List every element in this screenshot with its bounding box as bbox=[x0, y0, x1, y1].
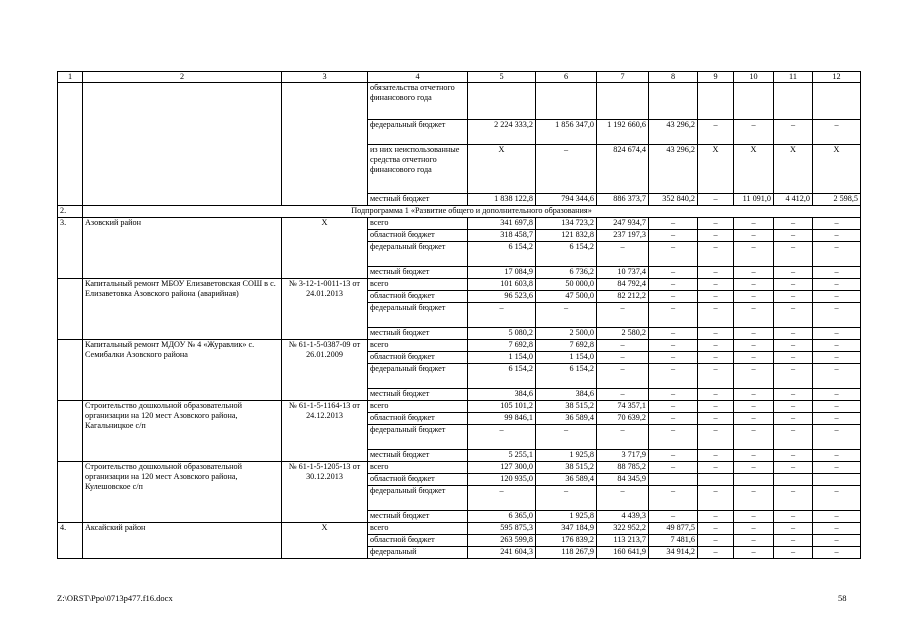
value-cell: – bbox=[734, 486, 774, 511]
budget-label-cell: федеральный bbox=[368, 547, 468, 559]
table-row bbox=[58, 279, 861, 291]
value-cell: – bbox=[774, 267, 813, 279]
value-cell: – bbox=[649, 364, 698, 389]
value-cell: – bbox=[774, 328, 813, 340]
column-number-cell: 5 bbox=[468, 72, 536, 83]
value-cell: 7 481,6 bbox=[649, 535, 698, 547]
value-cell: – bbox=[649, 401, 698, 413]
object-name: Капитальный ремонт МДОУ № 4 «Журавлик» с. Семибалки Азовского района bbox=[83, 340, 282, 401]
subprogram-title: Подпрограмма 1 «Развитие общего и дополнительного образования» bbox=[83, 206, 861, 218]
value-cell: – bbox=[774, 511, 813, 523]
empty-cell bbox=[83, 83, 282, 206]
value-cell: 886 373,7 bbox=[597, 194, 649, 206]
value-cell: 99 846,1 bbox=[468, 413, 536, 425]
budget-label-cell: областной бюджет bbox=[368, 352, 468, 364]
value-cell bbox=[649, 83, 698, 120]
value-cell: – bbox=[734, 340, 774, 352]
value-cell: 2 500,0 bbox=[536, 328, 597, 340]
row-number bbox=[58, 279, 83, 340]
value-cell: – bbox=[813, 413, 861, 425]
value-cell: 88 785,2 bbox=[597, 462, 649, 474]
value-cell: 120 935,0 bbox=[468, 474, 536, 486]
value-cell: – bbox=[734, 425, 774, 450]
document-number: Х bbox=[282, 523, 368, 559]
value-cell: – bbox=[649, 413, 698, 425]
value-cell: 1 838 122,8 bbox=[468, 194, 536, 206]
column-number-cell: 7 bbox=[597, 72, 649, 83]
row-number: 4. bbox=[58, 523, 83, 559]
budget-label-cell: федеральный бюджет bbox=[368, 364, 468, 389]
value-cell: – bbox=[649, 450, 698, 462]
row-number bbox=[58, 340, 83, 401]
table-row bbox=[58, 401, 861, 413]
table-row bbox=[58, 523, 861, 535]
value-cell: – bbox=[774, 291, 813, 303]
value-cell: – bbox=[468, 425, 536, 450]
budget-table bbox=[57, 71, 861, 559]
value-cell: 82 212,2 bbox=[597, 291, 649, 303]
value-cell bbox=[698, 474, 734, 486]
value-cell bbox=[774, 83, 813, 120]
document-number: № 61-1-5-0387-09 от 26.01.2009 bbox=[282, 340, 368, 401]
value-cell: – bbox=[597, 364, 649, 389]
value-cell: – bbox=[774, 486, 813, 511]
value-cell bbox=[536, 83, 597, 120]
value-cell: 1 154,0 bbox=[536, 352, 597, 364]
value-cell: 6 365,0 bbox=[468, 511, 536, 523]
value-cell: 17 084,9 bbox=[468, 267, 536, 279]
value-cell: – bbox=[734, 267, 774, 279]
budget-label-cell: местный бюджет bbox=[368, 389, 468, 401]
value-cell: – bbox=[774, 425, 813, 450]
value-cell bbox=[813, 83, 861, 120]
value-cell: 1 154,0 bbox=[468, 352, 536, 364]
value-cell: – bbox=[774, 523, 813, 535]
value-cell: – bbox=[813, 267, 861, 279]
document-number: № 3-12-1-0011-13 от 24.01.2013 bbox=[282, 279, 368, 340]
budget-label-cell: областной бюджет bbox=[368, 230, 468, 242]
budget-label-cell: местный бюджет bbox=[368, 450, 468, 462]
value-cell: – bbox=[649, 352, 698, 364]
empty-cell bbox=[58, 83, 83, 206]
row-number bbox=[58, 401, 83, 462]
value-cell: 384,6 bbox=[536, 389, 597, 401]
value-cell: – bbox=[734, 328, 774, 340]
value-cell: – bbox=[813, 120, 861, 145]
value-cell: 43 296,2 bbox=[649, 120, 698, 145]
value-cell: – bbox=[813, 511, 861, 523]
value-cell: 241 604,3 bbox=[468, 547, 536, 559]
value-cell: 176 839,2 bbox=[536, 535, 597, 547]
budget-label-cell: областной бюджет bbox=[368, 291, 468, 303]
budget-label-cell: областной бюджет bbox=[368, 413, 468, 425]
value-cell: Х bbox=[734, 145, 774, 194]
value-cell: – bbox=[649, 242, 698, 267]
value-cell: 5 080,2 bbox=[468, 328, 536, 340]
value-cell: 352 840,2 bbox=[649, 194, 698, 206]
value-cell: – bbox=[649, 303, 698, 328]
value-cell: – bbox=[734, 218, 774, 230]
document-number: Х bbox=[282, 218, 368, 279]
value-cell: – bbox=[813, 401, 861, 413]
value-cell: – bbox=[774, 535, 813, 547]
value-cell: – bbox=[813, 462, 861, 474]
value-cell: – bbox=[813, 340, 861, 352]
column-number-cell: 10 bbox=[734, 72, 774, 83]
budget-label-cell: обязательства отчетного финансового года bbox=[368, 83, 468, 120]
value-cell: – bbox=[774, 230, 813, 242]
budget-label-cell: всего bbox=[368, 279, 468, 291]
value-cell: 7 692,8 bbox=[536, 340, 597, 352]
value-cell: 70 639,2 bbox=[597, 413, 649, 425]
value-cell: – bbox=[813, 352, 861, 364]
value-cell: – bbox=[597, 425, 649, 450]
value-cell: – bbox=[698, 340, 734, 352]
column-number-cell: 2 bbox=[83, 72, 282, 83]
value-cell: – bbox=[698, 120, 734, 145]
value-cell: – bbox=[698, 425, 734, 450]
budget-label-cell: всего bbox=[368, 462, 468, 474]
value-cell: 824 674,4 bbox=[597, 145, 649, 194]
value-cell: – bbox=[774, 389, 813, 401]
object-name: Аксайский район bbox=[83, 523, 282, 559]
value-cell: 5 255,1 bbox=[468, 450, 536, 462]
value-cell: – bbox=[734, 303, 774, 328]
budget-label-cell: областной бюджет bbox=[368, 474, 468, 486]
value-cell bbox=[597, 83, 649, 120]
value-cell: – bbox=[698, 352, 734, 364]
object-name: Строительство дошкольной образовательной организации на 120 мест Азовского района, Кулешовское с/п bbox=[83, 462, 282, 523]
value-cell: – bbox=[813, 279, 861, 291]
value-cell: 595 875,3 bbox=[468, 523, 536, 535]
value-cell: – bbox=[597, 389, 649, 401]
value-cell: 794 344,6 bbox=[536, 194, 597, 206]
value-cell: – bbox=[649, 389, 698, 401]
value-cell: 47 500,0 bbox=[536, 291, 597, 303]
row-number: 2. bbox=[58, 206, 83, 218]
value-cell: – bbox=[813, 230, 861, 242]
value-cell: – bbox=[813, 535, 861, 547]
value-cell: – bbox=[698, 401, 734, 413]
value-cell: – bbox=[649, 267, 698, 279]
value-cell: – bbox=[734, 389, 774, 401]
value-cell bbox=[734, 474, 774, 486]
value-cell: 6 154,2 bbox=[536, 364, 597, 389]
value-cell: 2 224 333,2 bbox=[468, 120, 536, 145]
value-cell: – bbox=[734, 352, 774, 364]
value-cell: Х bbox=[813, 145, 861, 194]
value-cell: – bbox=[698, 267, 734, 279]
value-cell: – bbox=[698, 535, 734, 547]
value-cell: 6 736,2 bbox=[536, 267, 597, 279]
value-cell: – bbox=[813, 523, 861, 535]
value-cell: – bbox=[813, 450, 861, 462]
budget-label-cell: местный бюджет bbox=[368, 328, 468, 340]
value-cell: – bbox=[698, 291, 734, 303]
object-name: Азовский район bbox=[83, 218, 282, 279]
value-cell: – bbox=[774, 218, 813, 230]
document-number: № 61-1-5-1164-13 от 24.12.2013 bbox=[282, 401, 368, 462]
value-cell: 1 856 347,0 bbox=[536, 120, 597, 145]
value-cell: 101 603,8 bbox=[468, 279, 536, 291]
table-row bbox=[58, 340, 861, 352]
value-cell: 322 952,2 bbox=[597, 523, 649, 535]
value-cell: Х bbox=[774, 145, 813, 194]
value-cell: – bbox=[774, 547, 813, 559]
value-cell: – bbox=[813, 389, 861, 401]
table-row bbox=[58, 462, 861, 474]
budget-label-cell: федеральный бюджет bbox=[368, 486, 468, 511]
value-cell: 118 267,9 bbox=[536, 547, 597, 559]
value-cell: – bbox=[698, 218, 734, 230]
value-cell: – bbox=[536, 303, 597, 328]
value-cell: 84 792,4 bbox=[597, 279, 649, 291]
value-cell: 318 458,7 bbox=[468, 230, 536, 242]
value-cell: – bbox=[698, 303, 734, 328]
value-cell: 6 154,2 bbox=[468, 242, 536, 267]
column-number-cell: 3 bbox=[282, 72, 368, 83]
row-number bbox=[58, 462, 83, 523]
value-cell: 2 598,5 bbox=[813, 194, 861, 206]
value-cell: – bbox=[649, 340, 698, 352]
value-cell: – bbox=[813, 486, 861, 511]
value-cell: – bbox=[649, 328, 698, 340]
value-cell: 105 101,2 bbox=[468, 401, 536, 413]
value-cell: 113 213,7 bbox=[597, 535, 649, 547]
value-cell: 6 154,2 bbox=[468, 364, 536, 389]
budget-label-cell: федеральный бюджет bbox=[368, 120, 468, 145]
value-cell: – bbox=[734, 511, 774, 523]
column-number-cell: 6 bbox=[536, 72, 597, 83]
value-cell: – bbox=[774, 242, 813, 267]
value-cell: – bbox=[698, 511, 734, 523]
value-cell: – bbox=[813, 242, 861, 267]
budget-label-cell: всего bbox=[368, 218, 468, 230]
value-cell: – bbox=[597, 340, 649, 352]
value-cell: – bbox=[698, 230, 734, 242]
value-cell: 247 934,7 bbox=[597, 218, 649, 230]
value-cell: – bbox=[698, 523, 734, 535]
row-number: 3. bbox=[58, 218, 83, 279]
value-cell: – bbox=[734, 242, 774, 267]
budget-label-cell: всего bbox=[368, 340, 468, 352]
column-number-cell: 12 bbox=[813, 72, 861, 83]
value-cell bbox=[649, 474, 698, 486]
value-cell: – bbox=[649, 218, 698, 230]
column-number-cell: 11 bbox=[774, 72, 813, 83]
value-cell: 84 345,9 bbox=[597, 474, 649, 486]
value-cell: – bbox=[774, 340, 813, 352]
value-cell: – bbox=[698, 194, 734, 206]
value-cell: 6 154,2 bbox=[536, 242, 597, 267]
value-cell: – bbox=[698, 413, 734, 425]
value-cell: – bbox=[734, 547, 774, 559]
value-cell: – bbox=[468, 303, 536, 328]
value-cell: – bbox=[698, 364, 734, 389]
budget-label-cell: местный бюджет bbox=[368, 267, 468, 279]
empty-cell bbox=[282, 83, 368, 206]
value-cell: – bbox=[698, 279, 734, 291]
value-cell: 341 697,8 bbox=[468, 218, 536, 230]
value-cell: 1 925,8 bbox=[536, 450, 597, 462]
value-cell: – bbox=[774, 279, 813, 291]
budget-label-cell: областной бюджет bbox=[368, 535, 468, 547]
column-number-cell: 4 bbox=[368, 72, 468, 83]
footer-page-number: 58 bbox=[838, 593, 847, 603]
value-cell: 237 197,3 bbox=[597, 230, 649, 242]
value-cell: – bbox=[813, 547, 861, 559]
budget-label-cell: местный бюджет bbox=[368, 511, 468, 523]
value-cell: 4 439,3 bbox=[597, 511, 649, 523]
budget-label-cell: федеральный бюджет bbox=[368, 242, 468, 267]
budget-label-cell: федеральный бюджет bbox=[368, 303, 468, 328]
value-cell: – bbox=[649, 511, 698, 523]
value-cell: 34 914,2 bbox=[649, 547, 698, 559]
value-cell: Х bbox=[468, 145, 536, 194]
value-cell: – bbox=[734, 364, 774, 389]
value-cell: – bbox=[734, 279, 774, 291]
column-number-cell: 1 bbox=[58, 72, 83, 83]
value-cell: – bbox=[536, 425, 597, 450]
value-cell: – bbox=[698, 486, 734, 511]
value-cell: – bbox=[774, 462, 813, 474]
value-cell: – bbox=[813, 364, 861, 389]
value-cell: 384,6 bbox=[468, 389, 536, 401]
value-cell: – bbox=[649, 279, 698, 291]
footer-file-path: Z:\ORST\Ppo\0713p477.f16.docx bbox=[57, 593, 173, 603]
value-cell: 10 737,4 bbox=[597, 267, 649, 279]
value-cell: – bbox=[734, 462, 774, 474]
value-cell: Х bbox=[698, 145, 734, 194]
value-cell: 160 641,9 bbox=[597, 547, 649, 559]
value-cell: 38 515,2 bbox=[536, 462, 597, 474]
value-cell: 36 589,4 bbox=[536, 474, 597, 486]
value-cell: – bbox=[468, 486, 536, 511]
object-name: Строительство дошкольной образовательной организации на 120 мест Азовского района, Кагальницкое с/п bbox=[83, 401, 282, 462]
object-name: Капитальный ремонт МБОУ Елизаветовская СОШ в с. Елизаветовка Азовского района (аварийная) bbox=[83, 279, 282, 340]
value-cell: 96 523,6 bbox=[468, 291, 536, 303]
value-cell: 11 091,0 bbox=[734, 194, 774, 206]
value-cell: 3 717,9 bbox=[597, 450, 649, 462]
value-cell: – bbox=[734, 120, 774, 145]
value-cell: – bbox=[813, 218, 861, 230]
value-cell bbox=[468, 83, 536, 120]
value-cell: – bbox=[698, 462, 734, 474]
value-cell bbox=[698, 83, 734, 120]
value-cell: – bbox=[774, 120, 813, 145]
value-cell bbox=[734, 83, 774, 120]
value-cell: – bbox=[734, 450, 774, 462]
value-cell: 347 184,9 bbox=[536, 523, 597, 535]
value-cell: – bbox=[649, 230, 698, 242]
value-cell: – bbox=[774, 450, 813, 462]
value-cell: – bbox=[597, 486, 649, 511]
table-row bbox=[58, 218, 861, 230]
value-cell: – bbox=[597, 352, 649, 364]
value-cell: 38 515,2 bbox=[536, 401, 597, 413]
document-number: № 61-1-5-1205-13 от 30.12.2013 bbox=[282, 462, 368, 523]
value-cell: – bbox=[734, 401, 774, 413]
value-cell: – bbox=[813, 425, 861, 450]
value-cell: – bbox=[813, 303, 861, 328]
value-cell: – bbox=[649, 486, 698, 511]
column-number-cell: 8 bbox=[649, 72, 698, 83]
value-cell: 2 580,2 bbox=[597, 328, 649, 340]
budget-label-cell: местный бюджет bbox=[368, 194, 468, 206]
value-cell: – bbox=[536, 486, 597, 511]
value-cell bbox=[774, 474, 813, 486]
subprogram-row bbox=[58, 206, 861, 218]
value-cell: – bbox=[597, 303, 649, 328]
value-cell: – bbox=[734, 535, 774, 547]
value-cell: – bbox=[698, 242, 734, 267]
value-cell: – bbox=[774, 401, 813, 413]
column-number-row bbox=[58, 72, 861, 83]
value-cell: 74 357,1 bbox=[597, 401, 649, 413]
budget-label-cell: всего bbox=[368, 401, 468, 413]
value-cell: 43 296,2 bbox=[649, 145, 698, 194]
value-cell: 134 723,2 bbox=[536, 218, 597, 230]
value-cell: – bbox=[649, 462, 698, 474]
budget-label-cell: федеральный бюджет bbox=[368, 425, 468, 450]
value-cell: – bbox=[774, 364, 813, 389]
value-cell: – bbox=[536, 145, 597, 194]
value-cell: 263 599,8 bbox=[468, 535, 536, 547]
value-cell: – bbox=[698, 450, 734, 462]
value-cell: 1 192 660,6 bbox=[597, 120, 649, 145]
value-cell: – bbox=[734, 413, 774, 425]
column-number-cell: 9 bbox=[698, 72, 734, 83]
value-cell: – bbox=[774, 303, 813, 328]
value-cell: – bbox=[734, 291, 774, 303]
value-cell: – bbox=[698, 328, 734, 340]
budget-label-cell: из них неиспользованные средства отчетного финансового года bbox=[368, 145, 468, 194]
value-cell: – bbox=[649, 425, 698, 450]
value-cell: – bbox=[813, 328, 861, 340]
value-cell: 50 000,0 bbox=[536, 279, 597, 291]
value-cell: – bbox=[698, 389, 734, 401]
value-cell: – bbox=[734, 523, 774, 535]
value-cell: 4 412,0 bbox=[774, 194, 813, 206]
value-cell: 121 832,8 bbox=[536, 230, 597, 242]
value-cell: 1 925,8 bbox=[536, 511, 597, 523]
value-cell: 7 692,8 bbox=[468, 340, 536, 352]
value-cell bbox=[813, 474, 861, 486]
table-row bbox=[58, 83, 861, 120]
budget-label-cell: всего bbox=[368, 523, 468, 535]
value-cell: – bbox=[698, 547, 734, 559]
value-cell: – bbox=[774, 413, 813, 425]
value-cell: 36 589,4 bbox=[536, 413, 597, 425]
value-cell: 127 300,0 bbox=[468, 462, 536, 474]
value-cell: – bbox=[734, 230, 774, 242]
value-cell: – bbox=[597, 242, 649, 267]
value-cell: – bbox=[774, 352, 813, 364]
value-cell: 49 877,5 bbox=[649, 523, 698, 535]
value-cell: – bbox=[813, 291, 861, 303]
value-cell: – bbox=[649, 291, 698, 303]
